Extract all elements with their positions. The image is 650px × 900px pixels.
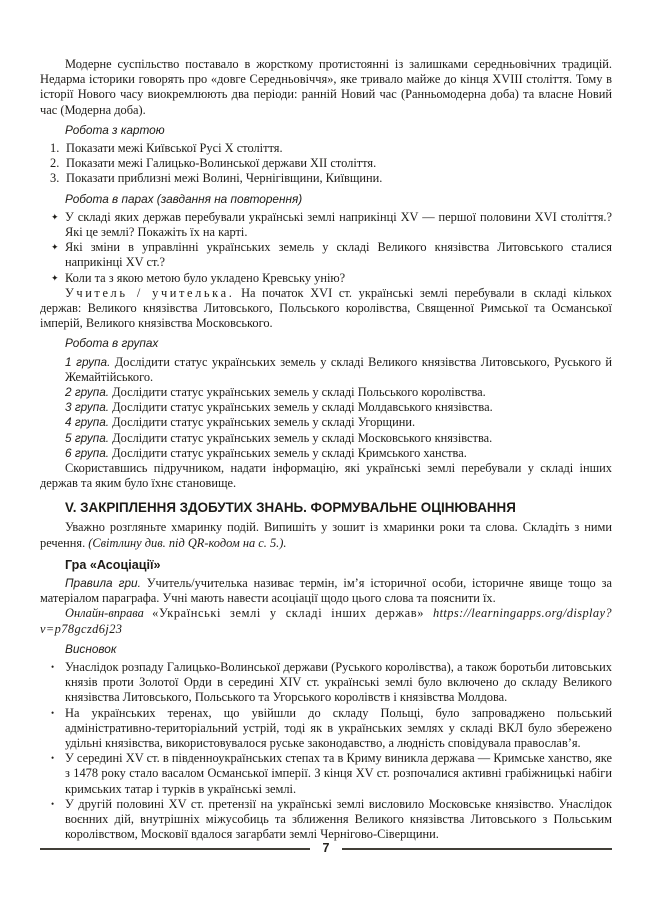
groups-outro-paragraph: Скориставшись підручником, надати інформацію, які українські землі перебували у складі інших держав та яким було їхнє становище. (40, 461, 612, 491)
group-lead: 2 група. (65, 385, 110, 400)
question-text: У складі яких держав перебували українські землі наприкінці XV — першої половини XVI століття.? Які це землі? Покажіть їх на карті. (65, 209, 612, 240)
dot-bullet-icon: • (51, 707, 55, 718)
pair-question-item (51, 270, 612, 286)
page-footer (40, 841, 612, 856)
group-task-item (65, 415, 612, 430)
task-text: Показати межі Київської Русі X століття. (66, 141, 283, 156)
conclusion-item (51, 659, 612, 706)
rubric-map-work: Робота з картою (65, 122, 165, 137)
footer-rule-right (342, 848, 612, 850)
rubric-conclusion: Висновок (65, 641, 117, 656)
map-task-item (50, 156, 612, 171)
pair-question-list (51, 209, 612, 286)
teacher-paragraph (40, 286, 612, 332)
conclusion-list (51, 659, 612, 842)
page-number: 7 (322, 841, 330, 855)
dot-bullet-icon: • (51, 798, 55, 809)
group-task-list (65, 355, 612, 461)
group-text: Дослідити статус українських земель у складі Угорщини. (109, 415, 416, 430)
cloud-task-text: Уважно розгляньте хмаринку подій. Випишіть у зошит із хмаринки роки та слова. Складіть з ними речення. (40, 520, 612, 550)
rules-text: Учитель/учителька називає термін, ім’я історичної особи, історичне явище тощо за матеріалом параграфа. Учні мають навести асоціації щодо цього слова та пояснити їх. (40, 575, 612, 606)
conclusion-text: На українських теренах, що увійшли до складу Польщі, було запроваджено польський адміністративно-територіальний устрій, тоді як в українських землях у складі ВКЛ було збережено удільні князівства, використовувалося руське законодавство, а людність сповідувала православ’я. (65, 705, 612, 750)
cloud-task-paragraph (40, 520, 612, 550)
group-lead: 3 група. (65, 400, 110, 415)
group-task-item (65, 400, 612, 415)
diamond-bullet-icon: ✦ (51, 242, 59, 253)
question-text: Які зміни в управлінні українських земель у складі Великого князівства Литовського сталися наприкінці XV ст.? (65, 240, 612, 270)
pair-question-item (51, 209, 612, 240)
section-heading: V. ЗАКРІПЛЕННЯ ЗДОБУТИХ ЗНАНЬ. ФОРМУВАЛЬНЕ ОЦІНЮВАННЯ (65, 500, 516, 516)
rules-paragraph (40, 576, 612, 606)
conclusion-item (51, 751, 612, 797)
intro-paragraph: Модерне суспільство поставало в жорсткому протистоянні із залишками середньовічних традицій. Недарма історики говорять про «довге Середньовіччя», яке тривало майже до кінця XVIII століття. Тому в історії Нового часу виокремлюють два періоди: ранній Новий час (Ранньомодерна доба) та власне Новий час (Модерна доба). (40, 57, 612, 117)
task-text: Показати приблизні межі Волині, Чернігівщини, Київщини. (66, 171, 383, 186)
conclusion-item (51, 705, 612, 752)
teacher-text: На початок XVI ст. українські землі перебували в складі кількох держав: Великого князівства Литовського, Польського королівства, Священної Римської та Османської імперій, Великого князівства Московського. (40, 285, 612, 331)
conclusion-text: У другій половині XV ст. претензії на українські землі висловило Московське князівство. Унаслідок воєнних дій, внутрішніх міжусобиць та зближення Великого князівства Литовського з Польським королівством, Московії вдалося загарбати землі Чернігово-Сіверщини. (65, 796, 612, 842)
group-lead: 5 група. (65, 430, 110, 445)
conclusion-text: У середині XV ст. в південноукраїнських степах та в Криму виникла держава — Кримське ханство, яке з 1478 року стало васалом Османської імперії. З кінця XV ст. розпочалися активні грабіжницькі набіги кримських татар і турків в українські землі. (65, 751, 612, 796)
footer-rule-left (40, 848, 310, 850)
online-lead: Онлайн-вправа (65, 606, 153, 621)
question-text: Коли та з якою метою було укладено Кревську унію? (65, 270, 346, 285)
map-task-item (50, 141, 612, 156)
dot-bullet-icon: • (51, 753, 55, 764)
pair-question-item (51, 240, 612, 270)
diamond-bullet-icon: ✦ (51, 211, 59, 222)
dot-bullet-icon: • (51, 661, 55, 672)
group-task-item (65, 446, 612, 461)
group-text: Дослідити статус українських земель у складі Кримського ханства. (109, 445, 467, 460)
rules-lead: Правила гри. (65, 575, 141, 590)
task-number: 1. (50, 141, 60, 156)
online-title: «Українські землі у складі інших держав» (152, 606, 433, 621)
online-url: https://learningapps.org/display?v=p78gczd6j23 (40, 606, 612, 636)
task-number: 2. (50, 156, 60, 171)
rubric-group-work: Робота в групах (65, 336, 159, 351)
group-task-item (65, 431, 612, 446)
group-task-item (65, 355, 612, 385)
group-lead: 4 група. (65, 415, 110, 430)
teacher-label: Учитель / учителька. (65, 285, 235, 300)
group-text: Дослідити статус українських земель у складі Молдавського князівства. (109, 400, 493, 415)
online-exercise-paragraph (40, 606, 612, 636)
conclusion-text: Унаслідок розпаду Галицько-Волинської держави (Руського королівства), а також боротьби литовських князів проти Золотої Орди в середині XIV ст. українські землі було включено до складу Великого князівства Литовського, Польського та Угорського королівств і князівства Молдова. (65, 659, 612, 705)
group-task-item (65, 385, 612, 400)
map-task-list (50, 141, 612, 187)
page-content (40, 57, 612, 842)
group-lead: 1 група. (65, 354, 111, 369)
cloud-task-note: (Світлину див. під QR-кодом на с. 5.). (88, 535, 287, 550)
group-lead: 6 група. (65, 445, 110, 460)
group-text: Дослідити статус українських земель у складі Московського князівства. (109, 430, 493, 445)
task-text: Показати межі Галицько-Волинської держави XII століття. (66, 156, 377, 171)
map-task-item (50, 171, 612, 186)
game-heading: Гра «Асоціації» (65, 557, 161, 572)
group-text: Дослідити статус українських земель у складі Польського королівства. (109, 385, 486, 400)
conclusion-item (51, 796, 612, 843)
task-number: 3. (50, 171, 60, 186)
group-text: Дослідити статус українських земель у складі Великого князівства Литовського, Руського й Жемайтійського. (65, 354, 612, 384)
rubric-pair-work: Робота в парах (завдання на повторення) (65, 191, 303, 206)
diamond-bullet-icon: ✦ (51, 272, 59, 283)
